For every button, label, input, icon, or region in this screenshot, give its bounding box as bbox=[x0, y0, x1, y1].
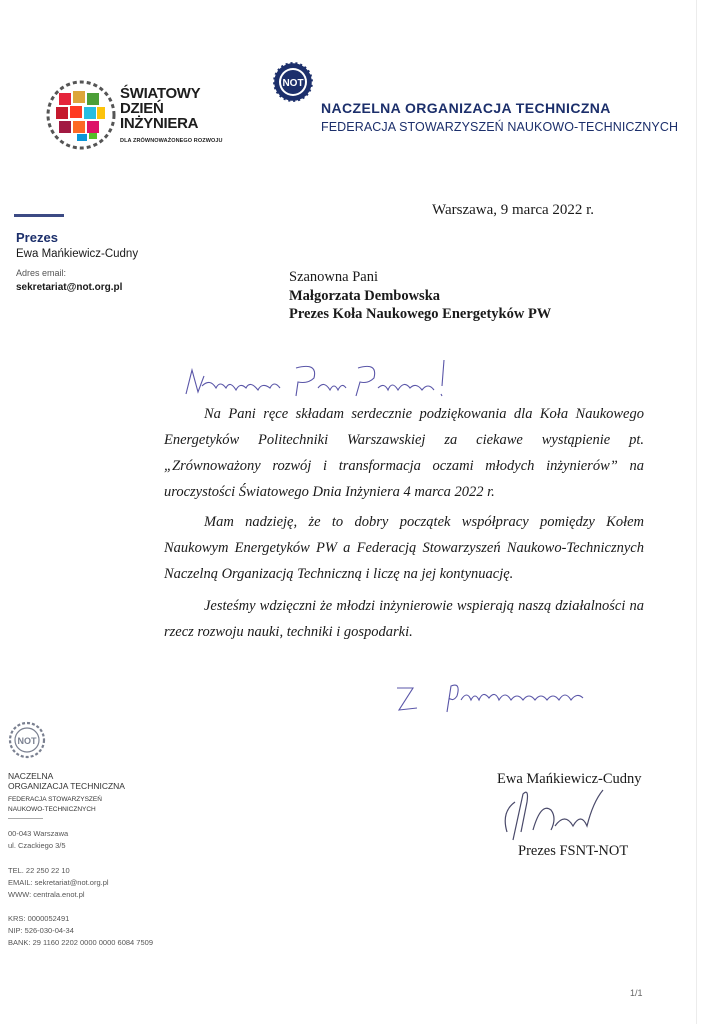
footer-nip: NIP: 526-030-04-34 bbox=[8, 926, 74, 935]
footer-tel: TEL. 22 250 22 10 bbox=[8, 866, 70, 875]
handwritten-signature bbox=[493, 782, 613, 847]
footer-fed-line1: FEDERACJA STOWARZYSZEŃ bbox=[8, 796, 102, 803]
footer-address2: ul. Czackiego 3/5 bbox=[8, 841, 66, 850]
not-logo-text: NOT bbox=[282, 78, 304, 89]
body-paragraph-3: Jesteśmy wdzięczni że młodzi inżynierowie wspierają naszą działalności na rzecz rozwoju nauki, techniki i gospodarki. bbox=[164, 598, 644, 640]
page-number: 1/1 bbox=[630, 988, 643, 998]
wed-logo-text bbox=[120, 86, 200, 131]
sender-email-label: Adres email: bbox=[16, 268, 67, 278]
handwritten-closing bbox=[395, 672, 595, 732]
sender-name: Ewa Mańkiewicz-Cudny bbox=[16, 248, 139, 260]
recipient-position: Prezes Koła Naukowego Energetyków PW bbox=[289, 306, 552, 322]
not-footer-logo-text: NOT bbox=[17, 736, 37, 746]
footer-krs: KRS: 0000052491 bbox=[8, 914, 70, 923]
wed-line2: DZIEŃ bbox=[120, 100, 164, 117]
recipient-line1: Szanowna Pani bbox=[289, 269, 378, 285]
page-edge-line bbox=[696, 0, 697, 1024]
recipient-name: Małgorzata Dembowska bbox=[289, 288, 441, 304]
footer-fed-line2: NAUKOWO-TECHNICZNYCH bbox=[8, 806, 96, 813]
sender-email[interactable]: sekretariat@not.org.pl bbox=[16, 282, 123, 293]
wed-line3: INŻYNIERA bbox=[120, 115, 199, 132]
footer-address1: 00-043 Warszawa bbox=[8, 829, 69, 838]
letter-date: Warszawa, 9 marca 2022 r. bbox=[432, 202, 595, 218]
footer-org-line1: NACZELNA bbox=[8, 771, 54, 781]
world-engineering-day-logo bbox=[46, 80, 116, 150]
sender-title: Prezes bbox=[16, 230, 58, 245]
body-paragraph-1: Na Pani ręce składam serdecznie podziękowania dla Koła Naukowego Energetyków Politechniki Warszawskiej za ciekawe wystąpienie pt. „Zrównoważony rozwój i transformacja oczami młodych inżynierów” na uroczystości Światowego Dnia Inżyniera 4 marca 2022 r. bbox=[164, 406, 644, 500]
org-subtitle: FEDERACJA STOWARZYSZEŃ NAUKOWO-TECHNICZNYCH bbox=[321, 120, 679, 134]
footer-bank: BANK: 29 1160 2202 0000 0000 6084 7509 bbox=[8, 938, 153, 947]
sender-accent-bar bbox=[14, 214, 64, 217]
body-paragraph-2: Mam nadzieję, że to dobry początek współpracy pomiędzy Kołem Naukowym Energetyków PW a Federacją Stowarzyszeń Naukowo-Technicznych Naczelną Organizacją Techniczną i liczę na jej kontynuację. bbox=[164, 514, 644, 582]
footer-www[interactable]: WWW: centrala.enot.pl bbox=[8, 890, 85, 899]
signature-name: Ewa Mańkiewicz-Cudny bbox=[497, 771, 642, 787]
signature-title: Prezes FSNT-NOT bbox=[518, 843, 629, 859]
footer-separator bbox=[8, 818, 43, 819]
footer-email[interactable]: EMAIL: sekretariat@not.org.pl bbox=[8, 878, 109, 887]
footer-org-line2: ORGANIZACJA TECHNICZNA bbox=[8, 781, 125, 791]
not-footer-logo-icon bbox=[8, 721, 46, 759]
org-name: NACZELNA ORGANIZACJA TECHNICZNA bbox=[321, 100, 611, 116]
wed-line1: ŚWIATOWY bbox=[120, 85, 201, 102]
not-logo-icon bbox=[271, 60, 315, 104]
wed-tagline: DLA ZRÓWNOWAŻONEGO ROZWOJU bbox=[120, 138, 223, 144]
